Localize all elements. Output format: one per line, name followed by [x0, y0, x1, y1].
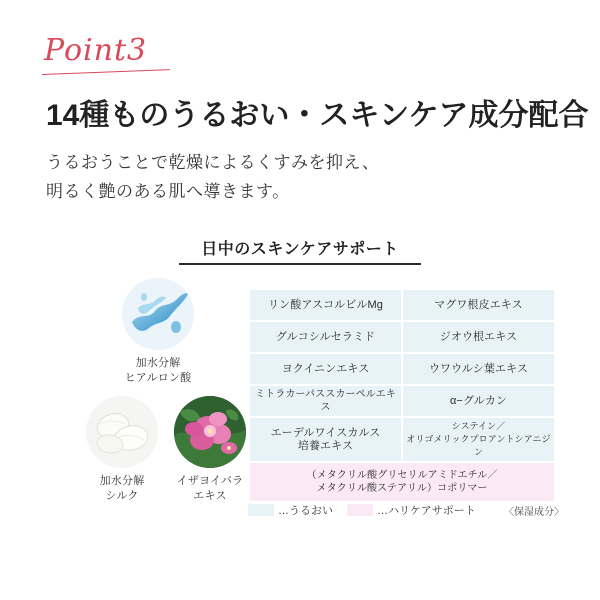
ingredient-cell: リン酸アスコルビルMg	[250, 290, 401, 320]
illustration-rose	[160, 396, 260, 504]
legend-label-firming: …ハリケアサポート	[377, 505, 476, 517]
ingredient-table	[248, 288, 556, 503]
section-title	[179, 236, 421, 265]
silk-cocoon-svg	[86, 396, 158, 468]
section-title-text: 日中のスキンケアサポート	[201, 241, 399, 258]
illustration-hyaluronic-caption-line2: ヒアルロン酸	[124, 372, 192, 384]
ingredient-cell: グルコシルセラミド	[250, 322, 401, 352]
rose-flower-svg	[174, 396, 246, 468]
silk-cocoon-icon	[86, 396, 158, 468]
legend-item-moisture	[248, 502, 333, 518]
illustration-silk-caption	[74, 474, 170, 504]
illustration-hyaluronic-caption-line1: 加水分解	[135, 357, 181, 369]
water-splash-icon	[122, 278, 194, 350]
ingredient-cell: α−グルカン	[403, 386, 554, 416]
legend-note: 〈保湿成分〉	[504, 506, 564, 518]
section-title-underline	[179, 263, 421, 265]
legend-swatch-blue	[248, 504, 274, 516]
legend-label-moisture: …うるおい	[278, 505, 333, 517]
illustration-rose-caption	[160, 474, 260, 504]
ingredient-cell: ミトラカーパススカーペルエキス	[250, 386, 401, 416]
table-row	[250, 322, 554, 352]
ingredient-cell: ヨクイニンエキス	[250, 354, 401, 384]
ingredient-cell-line2: オリゴメリックプロアントシアニジン	[406, 434, 551, 457]
legend	[248, 502, 564, 518]
point-badge-number: 3	[127, 33, 148, 68]
table-row	[250, 354, 554, 384]
point-badge	[44, 34, 174, 86]
ingredient-cell: マグワ根皮エキス	[403, 290, 554, 320]
legend-swatch-pink	[347, 504, 373, 516]
ingredient-cell-wide	[250, 463, 554, 501]
illustration-hyaluronic	[96, 278, 220, 386]
rose-flower-icon	[174, 396, 246, 468]
point-badge-text	[44, 34, 174, 68]
lead-line-1: うるおうことで乾燥によるくすみを抑え、	[46, 153, 380, 172]
illustration-rose-caption-line1: イザヨイバラ	[176, 475, 244, 487]
lead-line-2: 明るく艶のある肌へ導きます。	[46, 182, 290, 201]
ingredient-table-container	[248, 288, 556, 503]
water-splash-svg	[122, 278, 194, 350]
ingredient-cell: ジオウ根エキス	[403, 322, 554, 352]
table-row	[250, 418, 554, 461]
ingredient-cell-line1: （メタクリル酸グリセリルアミドエチル／	[306, 470, 498, 481]
ingredient-cell	[403, 418, 554, 461]
table-row	[250, 386, 554, 416]
legend-item-firming	[347, 502, 476, 518]
ingredient-cell-line1: エーデルワイスカルス	[270, 426, 381, 439]
lead-paragraph	[46, 148, 566, 206]
ingredient-cell	[250, 418, 401, 461]
page-title: 14種ものうるおい・スキンケア成分配合	[46, 99, 589, 132]
ingredient-cell-line1: システイン／	[451, 421, 506, 431]
ingredient-cell: ウワウルシ葉エキス	[403, 354, 554, 384]
illustration-rose-caption-line2: エキス	[193, 490, 227, 502]
point-badge-label: Point	[44, 33, 128, 68]
table-row	[250, 463, 554, 501]
illustration-hyaluronic-caption	[96, 356, 220, 386]
point-badge-underline	[42, 69, 170, 75]
illustration-silk-caption-line2: シルク	[105, 490, 139, 502]
ingredient-cell-line2: メタクリル酸ステアリル）コポリマー	[316, 483, 488, 494]
section-title-container	[0, 236, 600, 265]
ingredient-cell-line2: 培養エキス	[297, 439, 354, 452]
illustration-silk	[74, 396, 170, 504]
table-row	[250, 290, 554, 320]
illustration-silk-caption-line1: 加水分解	[99, 475, 145, 487]
